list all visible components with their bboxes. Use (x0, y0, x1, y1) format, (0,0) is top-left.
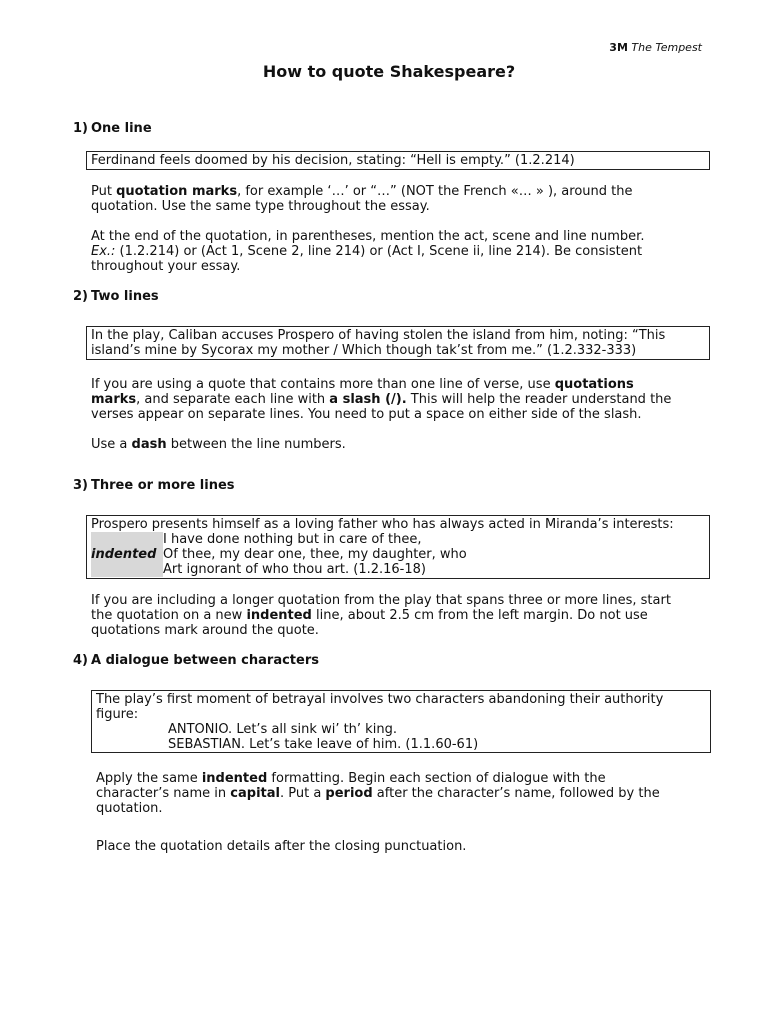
page-title: How to quote Shakespeare? (262, 62, 516, 81)
work-title: The Tempest (631, 41, 702, 54)
section-4-paragraph-1: Apply the same indented formatting. Begin each section of dialogue with the character’s name in capital. Put a period after the character’s name, followed by the quotation. (96, 771, 660, 816)
section-4-heading: 4) A dialogue between characters (73, 653, 319, 668)
dialogue-line: ANTONIO. Let’s all sink wi’ th’ king. (168, 722, 397, 737)
section-3-paragraph-1: If you are including a longer quotation from the play that spans three or more lines, start the quotation on a new indented line, about 2.5 cm from the left margin. Do not use quotations mark around the quote. (91, 593, 671, 638)
section-1-heading: 1) One line (73, 121, 152, 136)
section-1-paragraph-2: At the end of the quotation, in parentheses, mention the act, scene and line number. Ex.: (1.2.214) or (Act 1, Scene 2, line 214) or (Act I, Scene ii, line 214). Be consistent throughout your essay. (91, 229, 645, 274)
class-code: 3M (609, 41, 628, 54)
example-box-dialogue: The play’s first moment of betrayal involves two characters abandoning their authority figure: ANTONIO. Let’s all sink wi’ th’ king. SEBASTIAN. Let’s take leave of him. (1.1.60-61) (91, 690, 711, 753)
dialogue-line: SEBASTIAN. Let’s take leave of him. (1.1.60-61) (168, 737, 479, 752)
section-4-paragraph-2: Place the quotation details after the closing punctuation. (96, 839, 467, 854)
indented-label: indented (91, 547, 163, 562)
section-2-heading: 2) Two lines (73, 289, 159, 304)
section-2-paragraph-2: Use a dash between the line numbers. (91, 437, 346, 452)
example-box-three-lines: Prospero presents himself as a loving father who has always acted in Miranda’s interests: I have done nothing but in care of thee, indented Of thee, my dear one, thee, my daughter, who Art ignorant of who thou art. (1.2.16-18) (86, 515, 710, 579)
section-1-paragraph-1: Put quotation marks, for example ‘…’ or “…” (NOT the French «… » ), around the quotation. Use the same type throughout the essay. (91, 184, 633, 214)
verse-line: Art ignorant of who thou art. (1.2.16-18) (163, 562, 426, 577)
verse-line: I have done nothing but in care of thee, (163, 532, 422, 547)
example-box-two-lines: In the play, Caliban accuses Prospero of having stolen the island from him, noting: “This island’s mine by Sycorax my mother / Which though tak’st from me.” (1.2.332-333) (86, 326, 710, 360)
section-3-heading: 3) Three or more lines (73, 478, 235, 493)
verse-line: Of thee, my dear one, thee, my daughter, who (163, 547, 467, 562)
running-header (609, 41, 702, 54)
section-2-paragraph-1: If you are using a quote that contains more than one line of verse, use quotations marks, and separate each line with a slash (/). This will help the reader understand the verses appear on separate lines. You need to put a space on either side of the slash. (91, 377, 672, 422)
example-box-one-line: Ferdinand feels doomed by his decision, stating: “Hell is empty.” (1.2.214) (86, 151, 710, 170)
